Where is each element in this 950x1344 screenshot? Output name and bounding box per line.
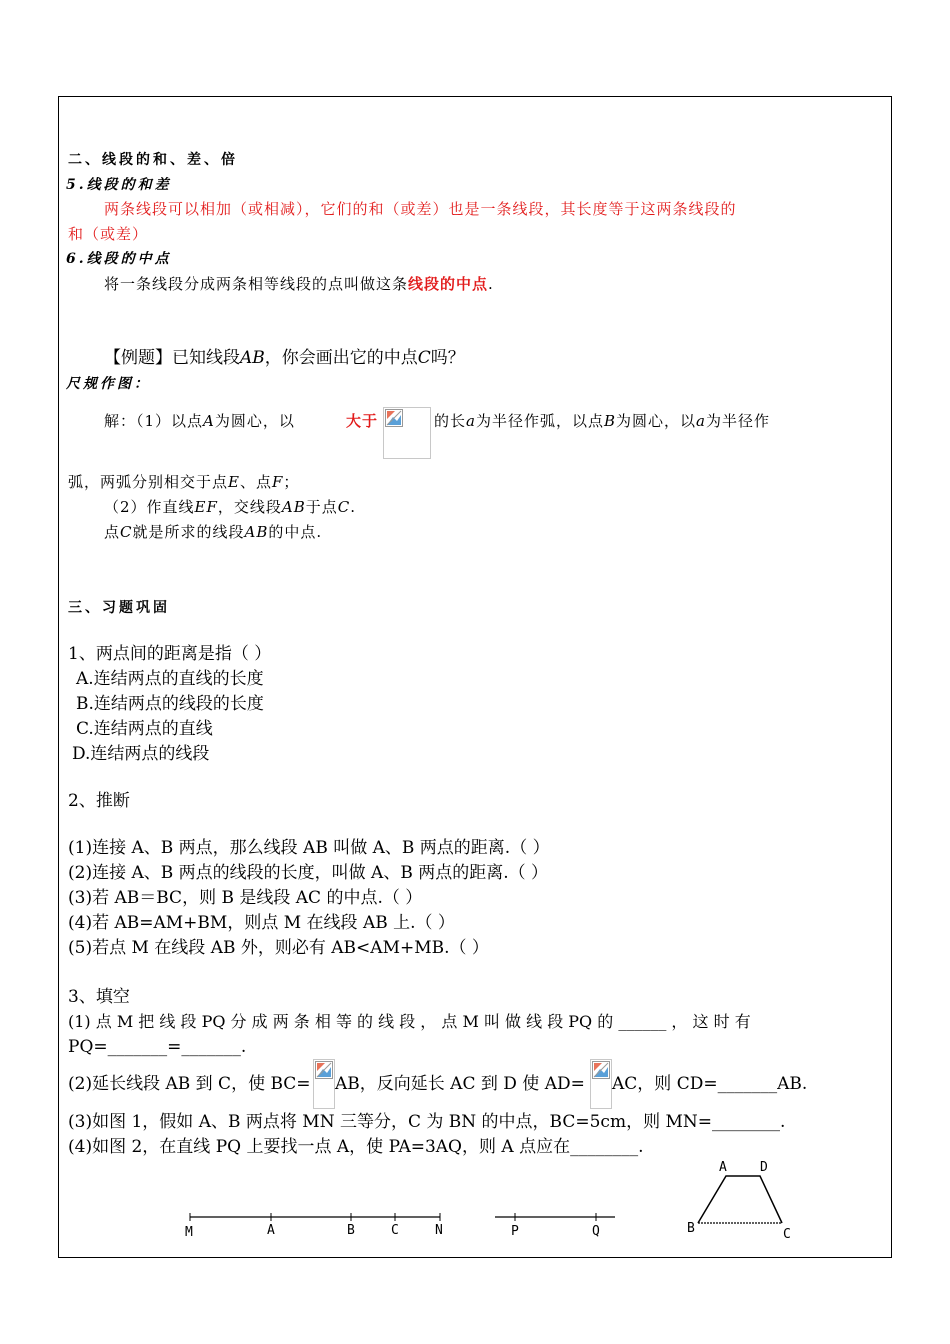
- q1-option-b: B.连结两点的线段的长度: [76, 694, 264, 714]
- fig1-label-c: C: [391, 1223, 399, 1238]
- q1-option-a: A.连结两点的直线的长度: [76, 669, 264, 689]
- q2-item1: (1)连接 A、B 两点，那么线段 AB 叫做 A、B 两点的距离.（ ）: [68, 838, 550, 858]
- solution-greater-than: 大于: [346, 412, 379, 430]
- solution-step1-line2: 弧，两弧分别相交于点E、点F；: [68, 473, 300, 491]
- figures: [170, 1155, 820, 1245]
- fig2-label-p: P: [511, 1224, 519, 1239]
- section2-title: 二、线段的和、差、倍: [68, 152, 238, 168]
- q3-item4: (4)如图 2，在直线 PQ 上要找一点 A，使 PA=3AQ，则 A 点应在________.: [68, 1137, 644, 1157]
- fraction-image-placeholder-3: [590, 1059, 612, 1109]
- q2-item4: (4)若 AB=AM+BM，则点 M 在线段 AB 上.（ ）: [68, 913, 455, 933]
- fig3-label-a: A: [719, 1160, 727, 1175]
- q3-item2-part2: AB，反向延长 AC 到 D 使 AD=: [335, 1074, 585, 1094]
- q2-item3: (3)若 AB＝BC，则 B 是线段 AC 的中点.（ ）: [68, 888, 423, 908]
- fig3-label-c: C: [783, 1227, 791, 1242]
- q3-item2-part1: (2)延长线段 AB 到 C，使 BC=: [68, 1074, 311, 1094]
- q2-item2: (2)连接 A、B 两点的线段的长度，叫做 A、B 两点的距离.（ ）: [68, 863, 549, 883]
- q2-item5: (5)若点 M 在线段 AB 外，则必有 AB<AM+MB.（ ）: [68, 938, 489, 958]
- fig2-label-q: Q: [592, 1224, 600, 1239]
- q2-stem: 2、推断: [68, 791, 130, 811]
- midpoint-term: 线段的中点: [408, 275, 489, 293]
- solution-step2: （2）作直线EF，交线段AB于点C.: [104, 498, 357, 516]
- q3-item1-line1: (1) 点 M 把 线 段 PQ 分 成 两 条 相 等 的 线 段 ， 点 M 叫 做 线 段 PQ 的 ______ ， 这 时 有: [68, 1012, 751, 1031]
- example-question: 【例题】已知线段AB，你会画出它的中点C吗？: [104, 348, 465, 368]
- para-5-line1: 两条线段可以相加（或相减），它们的和（或差）也是一条线段，其长度等于这两条线段的: [104, 200, 737, 218]
- q3-item1-line2: PQ=_______=_______.: [68, 1037, 247, 1057]
- broken-image-icon: [590, 1059, 612, 1109]
- fig3-label-d: D: [760, 1160, 768, 1175]
- figure3-trapezoid: [687, 1160, 791, 1242]
- fig1-label-m: M: [185, 1225, 193, 1240]
- figure1-segment-mn: [185, 1213, 443, 1240]
- solution-conclusion: 点C就是所求的线段AB的中点.: [104, 523, 323, 541]
- fig3-label-b: B: [687, 1221, 695, 1236]
- q3-stem: 3、填空: [68, 987, 130, 1007]
- para-6: 将一条线段分成两条相等线段的点叫做这条线段的中点.: [104, 275, 494, 293]
- fig1-label-n: N: [435, 1223, 443, 1238]
- q1-stem: 1、两点间的距离是指（ ）: [68, 644, 272, 664]
- broken-image-icon: [383, 407, 431, 459]
- heading-5: 5.线段的和差: [66, 177, 172, 193]
- fraction-image-placeholder-2: [313, 1059, 335, 1109]
- fig1-label-b: B: [347, 1223, 355, 1238]
- q3-item2-part3: AC，则 CD=_______AB.: [612, 1074, 808, 1094]
- para-5-line2: 和（或差）: [68, 225, 149, 243]
- fraction-image-placeholder: [383, 407, 431, 459]
- q1-option-d: D.连结两点的线段: [72, 744, 210, 764]
- solution-step1-line1-cont: 的长a为半径作弧，以点B为圆心，以a为半径作: [434, 412, 770, 430]
- construction-label: 尺规作图：: [66, 376, 151, 392]
- solution-step1-line1: 解：（1）以点A为圆心，以: [104, 412, 295, 430]
- section3-title: 三、习题巩固: [68, 600, 170, 616]
- broken-image-icon: [313, 1059, 335, 1109]
- figure2-line-pq: [495, 1213, 615, 1239]
- q3-item3: (3)如图 1，假如 A、B 两点将 MN 三等分，C 为 BN 的中点，BC=5cm，则 MN=________.: [68, 1112, 786, 1132]
- fig1-label-a: A: [267, 1223, 275, 1238]
- heading-6: 6.线段的中点: [66, 251, 172, 267]
- q1-option-c: C.连结两点的直线: [76, 719, 213, 739]
